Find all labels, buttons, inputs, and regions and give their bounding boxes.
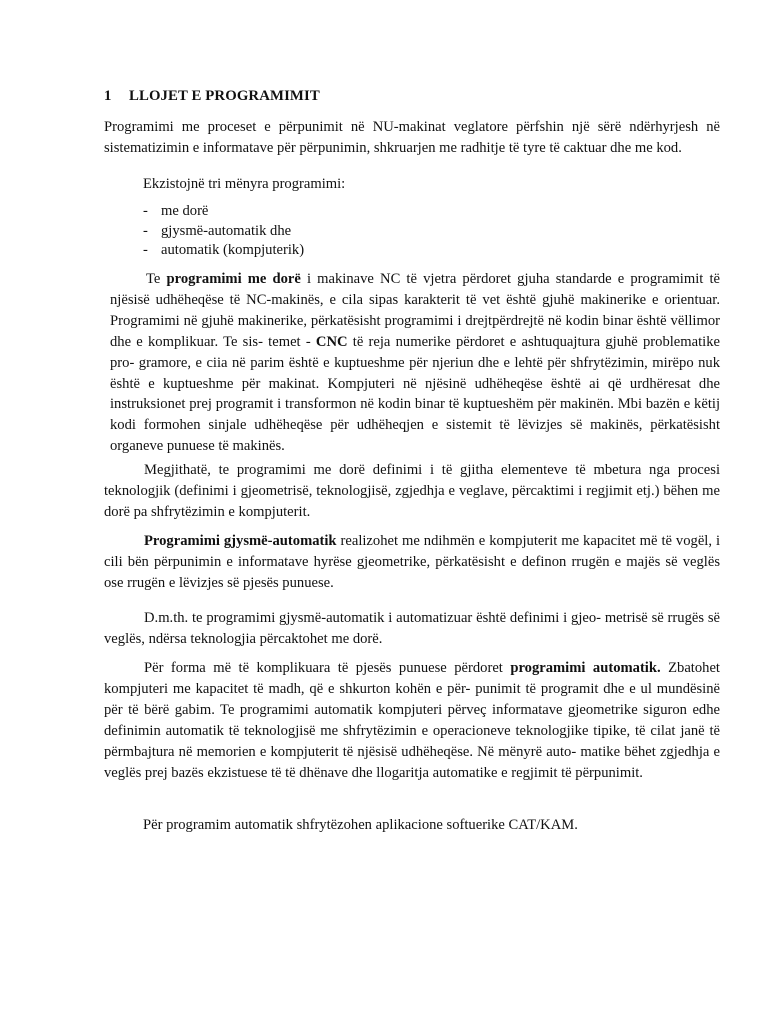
- automatic-paragraph: [104, 658, 720, 783]
- manual-text-2: të reja numerike përdoret e ashtuquajtura gjuhë problematike pro- gramore, e ciia në parim është e kuptueshme për njeriun dhe e lehtë për shfrytëzimin, mirëpo nuk është e kuptueshme për makinat. Kompjuteri në njësinë udhëheqëse është ai që urdhëresat dhe instruksionet prej programit i transformon në kodin binar të kuptueshëm për makinën. Mbi bazën e këtij kodi formohen sinjale udhëheqëse për udhëheqjen e sistemit të lëvizjes së makinës, përkatësisht organeve punuese të makinës.: [110, 333, 720, 455]
- list-item-text: automatik (kompjuterik): [161, 242, 305, 258]
- section-heading: [104, 88, 320, 105]
- automatic-term: programimi automatik.: [510, 660, 661, 676]
- manual-programming-paragraph: [110, 269, 720, 457]
- dmth-text: D.m.th. te programimi gjysmë-automatik i automatizuar është definimi i gjeo- metrisë së rrugës së veglës, ndërsa teknologjia përcaktohet me dorë.: [104, 610, 720, 647]
- list-item: [143, 241, 304, 261]
- list-dash: -: [143, 242, 148, 258]
- ways-intro-paragraph: Ekzistojnë tri mënyra programimi:: [143, 176, 346, 192]
- list-item-text: me dorë: [161, 203, 209, 219]
- automatic-lead: Për forma më të komplikuara të pjesës punuese përdoret: [144, 660, 511, 676]
- dmth-paragraph: [104, 608, 720, 650]
- manual-text-1: i makinave NC të vjetra përdoret gjuha standarde e programimit të njësisë udhëheqëse të NC-makinës, e cila sipas karakterit të vet është gjuhë makinerike e orientuar. Programimi në gjuhë makinerike, përkatësisht programimi i drejtpërdrejtë në kodin binar është vëllimor dhe e komplikuar. Te sis- temet -: [110, 271, 720, 350]
- list-item: [143, 202, 304, 222]
- semi-automatic-paragraph: [104, 531, 720, 594]
- semi-automatic-term: Programimi gjysmë-automatik: [144, 533, 337, 549]
- programming-methods-list: [143, 202, 304, 261]
- section-number: 1: [104, 88, 112, 104]
- automatic-text: Zbatohet kompjuteri me kapacitet të madh, që e shkurton kohën e për- punimit të programit dhe e ul mundësinë për të bërë gabim. Te programimi automatik kompjuteri përveç informatave gjeometrike siguron edhe definimin automatik të teknologjisë me shfrytëzimin e operacioneve teknologjike tipike, të cilat janë të përmbajtura në memorien e kompjuterit të njësisë udhëheqëse. Në mënyrë auto- matike bëhet zgjedhja e veglës prej bazës ekzistuese të të dhënave dhe llogaritja automatike e regjimit të përpunimit.: [104, 660, 720, 781]
- megjithate-paragraph: [104, 460, 720, 523]
- semi-automatic-text: realizohet me ndihmën e kompjuterit me kapacitet më të vogël, i cili bën përpunimin e informatave hyrëse gjeometrike, përkatësisht e definon rrugën e majës së veglës ose rrugën e lëvizjes së pjesës punuese.: [104, 533, 720, 591]
- manual-term: programimi me dorë: [166, 271, 301, 287]
- manual-lead: Te: [146, 271, 167, 287]
- list-dash: -: [143, 222, 148, 239]
- megjithate-text: Megjithatë, te programimi me dorë definimi i të gjitha elementeve të mbetura nga procesi teknologjik (definimi i gjeometrisë, teknologjisë, zgjedhja e veglave, përcaktimi i regjimit etj.) bëhen me dorë pa shfrytëzimin e kompjuterit.: [104, 462, 720, 520]
- cat-kam-paragraph: Për programim automatik shfrytëzohen aplikacione softuerike CAT/KAM.: [143, 817, 578, 833]
- list-dash: -: [143, 203, 148, 219]
- list-item: [143, 222, 304, 242]
- intro-paragraph: Programimi me proceset e përpunimit në NU-makinat veglatore përfshin një sërë ndërhyrjesh në sistematizimin e informatave për përpunimin, shkruarjen me radhitje të tyre të caktuar dhe me kod.: [104, 119, 720, 156]
- list-item-text: gjysmë-automatik dhe: [161, 222, 292, 239]
- section-title: LLOJET E PROGRAMIMIT: [129, 88, 320, 104]
- cnc-term: CNC: [315, 333, 348, 350]
